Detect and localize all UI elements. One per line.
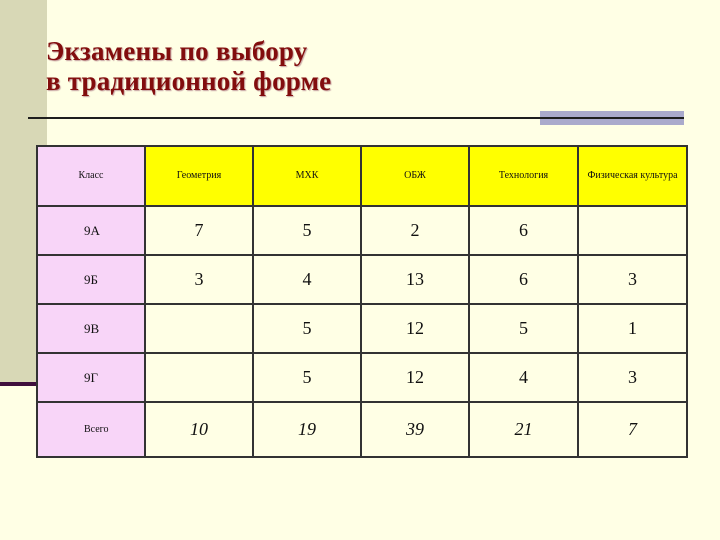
table-cell: 5 (253, 206, 361, 255)
row-label: 9Г (37, 353, 145, 402)
total-row (37, 402, 687, 457)
header-technology: Технология (469, 146, 578, 206)
table-cell: 6 (469, 206, 578, 255)
table-cell (145, 353, 253, 402)
header-geometry: Геометрия (145, 146, 253, 206)
table-cell: 5 (469, 304, 578, 353)
header-row (37, 146, 687, 206)
table-cell (145, 304, 253, 353)
table-cell: 4 (253, 255, 361, 304)
title-divider (28, 117, 684, 119)
table-cell: 5 (253, 353, 361, 402)
exam-table (36, 145, 688, 458)
header-obzh: ОБЖ (361, 146, 469, 206)
table-cell: 2 (361, 206, 469, 255)
table-cell: 12 (361, 353, 469, 402)
total-cell: 19 (253, 402, 361, 457)
title-line-1: Экзамены по выбору (46, 36, 308, 66)
header-pe: Физическая культура (578, 146, 687, 206)
title-line-2: в традиционной форме (46, 66, 332, 96)
table-cell: 6 (469, 255, 578, 304)
row-label: 9А (37, 206, 145, 255)
table-row (37, 353, 687, 402)
total-cell: 39 (361, 402, 469, 457)
table-cell: 4 (469, 353, 578, 402)
total-label: Всего (37, 402, 145, 457)
table-row (37, 206, 687, 255)
table-cell: 3 (145, 255, 253, 304)
table-cell: 7 (145, 206, 253, 255)
header-class: Класс (37, 146, 145, 206)
row-label: 9Б (37, 255, 145, 304)
row-label: 9В (37, 304, 145, 353)
total-cell: 7 (578, 402, 687, 457)
table-cell: 3 (578, 353, 687, 402)
table-cell (578, 206, 687, 255)
total-cell: 21 (469, 402, 578, 457)
table-cell: 3 (578, 255, 687, 304)
slide-title (46, 36, 331, 96)
total-cell: 10 (145, 402, 253, 457)
table-cell: 13 (361, 255, 469, 304)
table-row (37, 255, 687, 304)
table-cell: 12 (361, 304, 469, 353)
table-cell: 1 (578, 304, 687, 353)
header-mhk: МХК (253, 146, 361, 206)
table-row (37, 304, 687, 353)
table-cell: 5 (253, 304, 361, 353)
